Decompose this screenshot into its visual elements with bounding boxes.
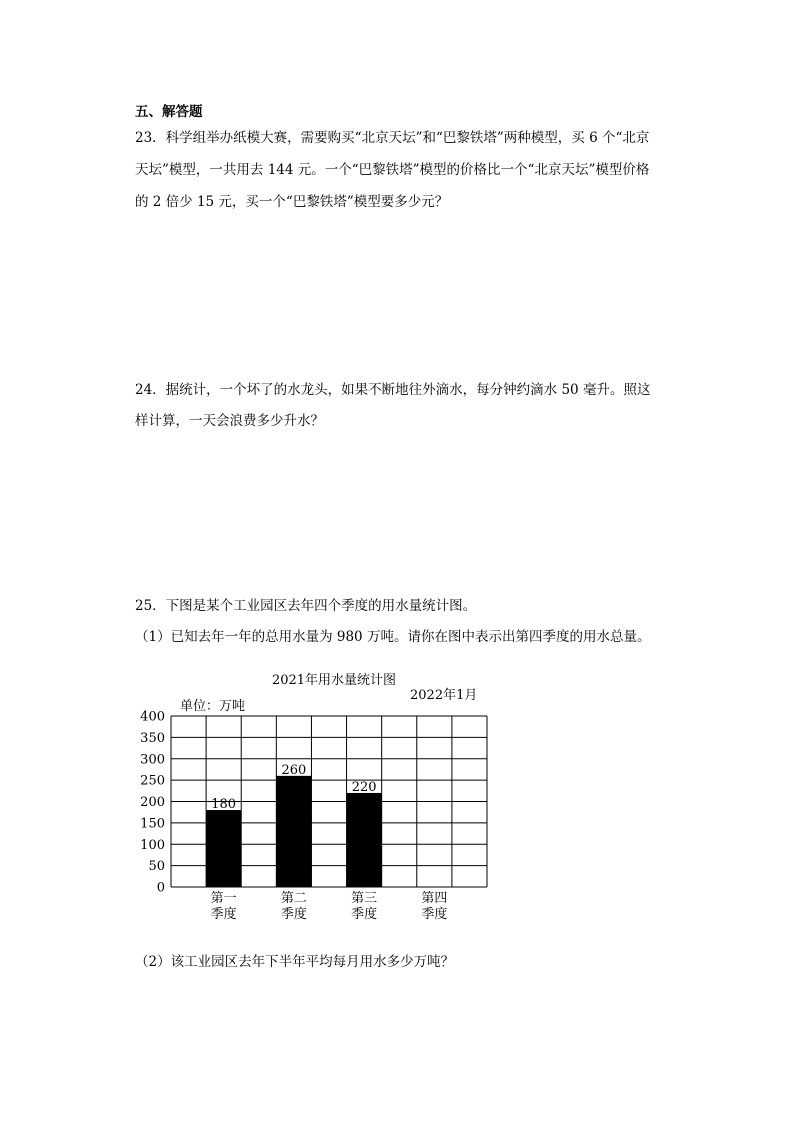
- bar: [206, 810, 241, 887]
- question-23-line-2: 天坛”模型，一共用去 144 元。一个“巴黎铁塔”模型的价格比一个“北京天坛”模型价格: [135, 162, 650, 178]
- x-category-label: 季度: [280, 907, 307, 922]
- y-tick-label: 250: [140, 773, 165, 789]
- question-24-line-2: 样计算，一天会浪费多少升水？: [135, 413, 324, 429]
- question-25-part-2: （2）该工业园区去年下半年平均每月用水多少万吨？: [135, 954, 455, 970]
- y-tick-label: 300: [140, 752, 165, 768]
- y-tick-label: 400: [140, 709, 165, 725]
- question-24-line-1: 24．据统计，一个坏了的水龙头，如果不断地往外滴水，每分钟约滴水 50 毫升。照这: [135, 382, 651, 398]
- x-category-label: 季度: [421, 907, 448, 922]
- x-category-label: 季度: [210, 907, 237, 922]
- x-category-label: 第一: [210, 891, 237, 906]
- bar-data-label: 260: [281, 762, 307, 778]
- x-category-label: 第二: [280, 891, 307, 906]
- question-23-line-1: 23．科学组举办纸模大赛，需要购买“北京天坛”和“巴黎铁塔”两种模型，买 6 个“北京: [135, 130, 650, 146]
- bar: [276, 776, 311, 887]
- section-title: 五、解答题: [135, 104, 203, 120]
- bar-data-label: 220: [351, 779, 377, 795]
- x-category-label: 第四: [421, 891, 448, 906]
- y-tick-label: 100: [140, 837, 165, 853]
- y-tick-label: 150: [140, 816, 165, 832]
- question-25-intro: 25．下图是某个工业园区去年四个季度的用水量统计图。: [135, 598, 477, 614]
- question-25-part-1: （1）已知去年一年的总用水量为 980 万吨。请你在图中表示出第四季度的用水总量。: [135, 629, 651, 645]
- bar-data-label: 180: [211, 797, 237, 813]
- y-tick-label: 200: [140, 795, 165, 810]
- x-category-label: 第三: [351, 891, 378, 906]
- y-tick-label: 350: [140, 730, 165, 746]
- chart-title: 2021年用水量统计图: [271, 673, 397, 688]
- x-category-label: 季度: [351, 907, 378, 922]
- y-tick-label: 0: [156, 880, 165, 896]
- chart-date: 2022年1月: [410, 688, 478, 703]
- bar: [347, 793, 382, 887]
- chart-unit-label: 单位：万吨: [180, 699, 246, 714]
- question-23-line-3: 的 2 倍少 15 元，买一个“巴黎铁塔”模型要多少元？: [135, 194, 449, 210]
- y-tick-label: 50: [148, 859, 165, 875]
